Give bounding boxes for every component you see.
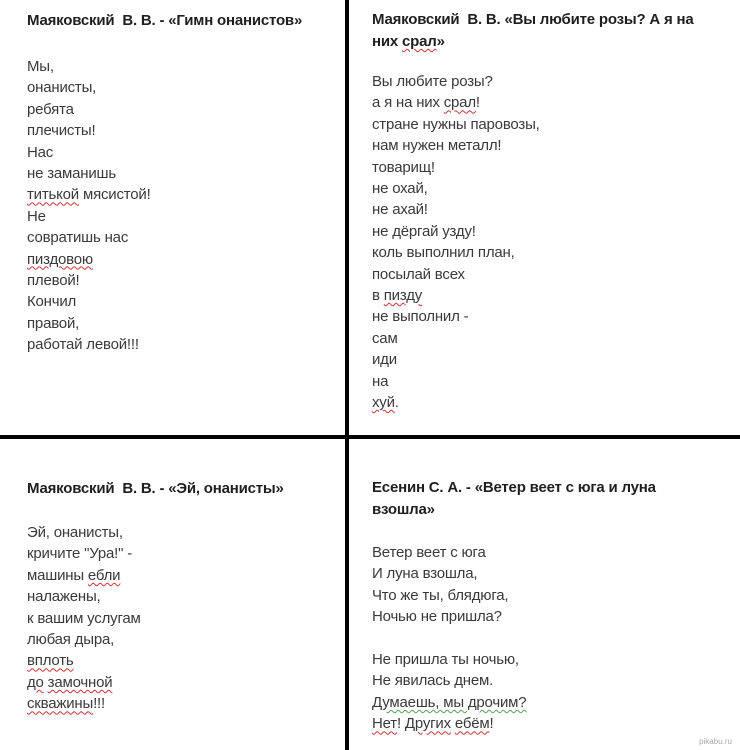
poem-line bbox=[27, 672, 332, 693]
text-segment: Нас bbox=[27, 143, 54, 161]
poem-line bbox=[27, 163, 332, 184]
poem-line bbox=[372, 371, 727, 392]
poem-line bbox=[372, 392, 727, 413]
text-segment: ! bbox=[396, 715, 405, 733]
text-segment: Вы любите розы? bbox=[372, 73, 493, 90]
misspelled-word: Других bbox=[404, 715, 451, 733]
poem-line bbox=[27, 249, 332, 270]
misspelled-word: срал bbox=[402, 33, 437, 50]
misspelled-word: до bbox=[27, 673, 44, 691]
poem-line bbox=[372, 585, 727, 606]
text-segment: ! bbox=[475, 94, 480, 112]
poem-line bbox=[372, 221, 727, 242]
text-segment: Не явилась днем. bbox=[372, 672, 494, 690]
text-segment: !!! bbox=[93, 695, 105, 713]
poem-line bbox=[372, 71, 727, 92]
poem-line bbox=[27, 184, 332, 205]
text-segment: любая дыра, bbox=[27, 631, 115, 649]
text-segment: товарищ! bbox=[372, 158, 435, 176]
text-segment: . bbox=[394, 394, 399, 412]
text-segment: Не пришла ты ночью, bbox=[372, 651, 519, 669]
poem-panel-bottom-right bbox=[372, 477, 727, 735]
poem-title-line bbox=[27, 478, 332, 500]
poem-line bbox=[372, 328, 727, 349]
watermark: pikabu.ru bbox=[699, 737, 732, 746]
text-segment: ребята bbox=[27, 100, 74, 118]
poem-line bbox=[27, 608, 332, 629]
text-segment: Мы, bbox=[27, 58, 54, 75]
poem-title-line bbox=[372, 31, 727, 53]
text-segment: не ахай! bbox=[372, 201, 428, 219]
poem-line bbox=[27, 543, 332, 564]
poem-line bbox=[27, 565, 332, 586]
text-segment: плевой! bbox=[27, 272, 80, 290]
poem-line bbox=[372, 199, 727, 220]
poem-line bbox=[27, 142, 332, 163]
poem-line bbox=[372, 628, 727, 649]
poem-line bbox=[372, 92, 727, 113]
poem-line bbox=[27, 693, 332, 714]
poem-line bbox=[372, 649, 727, 670]
poem-line bbox=[372, 306, 727, 327]
poem-line bbox=[27, 99, 332, 120]
text-segment: не охай, bbox=[372, 180, 428, 198]
poem-title bbox=[372, 9, 727, 53]
poem-line bbox=[372, 713, 727, 734]
text-segment: них bbox=[372, 33, 402, 50]
text-segment: взошла» bbox=[372, 501, 435, 518]
poem-line bbox=[27, 313, 332, 334]
text-segment: работай левой!!! bbox=[27, 336, 139, 354]
poem-title-line bbox=[27, 10, 332, 32]
text-segment: Не bbox=[27, 207, 46, 225]
text-segment: мясистой! bbox=[79, 186, 151, 204]
text-segment: стране нужны паровозы, bbox=[372, 115, 540, 133]
text-segment: И луна взошла, bbox=[372, 565, 478, 583]
text-segment: иди bbox=[372, 351, 397, 369]
poem-title bbox=[27, 478, 332, 500]
text-segment: Ветер веет с юга bbox=[372, 544, 486, 561]
text-segment: Маяковский В. В. «Вы любите розы? А я на bbox=[372, 11, 694, 28]
poem-line bbox=[372, 692, 727, 713]
misspelled-word: замочной bbox=[47, 673, 113, 691]
poem-line bbox=[27, 120, 332, 141]
poem-panel-top-left bbox=[27, 10, 332, 356]
text-segment: онанисты, bbox=[27, 79, 97, 97]
misspelled-word: титькой bbox=[27, 186, 79, 204]
text-segment: Маяковский В. В. - «Гимн онанистов» bbox=[27, 12, 303, 29]
text-segment: коль выполнил план, bbox=[372, 244, 515, 262]
poem-panel-bottom-left bbox=[27, 478, 332, 715]
poem-body bbox=[27, 56, 332, 356]
text-segment: правой, bbox=[27, 314, 80, 332]
text-segment: кричите "Ура!" - bbox=[27, 545, 133, 563]
poem-line bbox=[27, 650, 332, 671]
poem-body bbox=[372, 542, 727, 735]
poem-line bbox=[27, 77, 332, 98]
text-segment: нам нужен металл! bbox=[372, 137, 502, 155]
text-segment: Что же ты, блядюга, bbox=[372, 586, 509, 604]
text-segment: » bbox=[436, 33, 445, 50]
misspelled-word: хуй bbox=[372, 394, 395, 412]
poem-line bbox=[372, 542, 727, 563]
text-segment: на bbox=[372, 372, 389, 390]
poem-panel-top-right bbox=[372, 9, 727, 414]
text-segment: ! bbox=[489, 715, 494, 733]
poem-line bbox=[27, 334, 332, 355]
misspelled-word: пиздовою bbox=[27, 250, 93, 268]
poem-line bbox=[372, 135, 727, 156]
misspelled-word: пизду bbox=[383, 287, 423, 305]
text-segment: налажены, bbox=[27, 588, 101, 606]
text-segment: плечисты! bbox=[27, 122, 96, 140]
horizontal-divider bbox=[0, 435, 740, 439]
poem-line bbox=[372, 242, 727, 263]
poem-line bbox=[372, 178, 727, 199]
text-segment: Эй, онанисты, bbox=[27, 524, 123, 541]
poem-line bbox=[372, 157, 727, 178]
vertical-divider bbox=[345, 0, 349, 750]
poem-line bbox=[372, 563, 727, 584]
poem-title-line bbox=[372, 9, 727, 31]
poem-line bbox=[27, 629, 332, 650]
poem-line bbox=[372, 114, 727, 135]
misspelled-word: скважины bbox=[27, 695, 94, 713]
poem-line bbox=[27, 206, 332, 227]
text-segment: Ночью не пришла? bbox=[372, 608, 502, 626]
poem-line bbox=[27, 227, 332, 248]
poem-line bbox=[27, 586, 332, 607]
poem-line bbox=[27, 522, 332, 543]
poem-body bbox=[27, 522, 332, 715]
misspelled-word: ебём bbox=[454, 715, 490, 733]
poem-line bbox=[372, 264, 727, 285]
text-segment: не выполнил - bbox=[372, 308, 469, 326]
text-segment: а я на них bbox=[372, 94, 444, 112]
text-segment: Маяковский В. В. - «Эй, онанисты» bbox=[27, 480, 284, 497]
misspelled-word: вплоть bbox=[27, 652, 74, 670]
grammar-flagged-phrase: Думаешь, мы дрочим? bbox=[372, 693, 527, 711]
poem-line bbox=[27, 270, 332, 291]
poem-title-line bbox=[372, 477, 727, 499]
text-segment: не заманишь bbox=[27, 165, 116, 183]
poem-line bbox=[372, 606, 727, 627]
poem-line bbox=[27, 291, 332, 312]
text-segment: Есенин С. А. - «Ветер веет с юга и луна bbox=[372, 479, 656, 496]
misspelled-word: срал bbox=[443, 94, 476, 112]
text-segment: совратишь нас bbox=[27, 229, 129, 247]
poem-title-line bbox=[372, 499, 727, 521]
poem-line bbox=[372, 285, 727, 306]
misspelled-word: Нет bbox=[372, 715, 397, 733]
poem-line bbox=[372, 670, 727, 691]
text-segment: не дёргай узду! bbox=[372, 222, 476, 240]
poem-line bbox=[372, 349, 727, 370]
poem-title bbox=[372, 477, 727, 521]
text-segment: Кончил bbox=[27, 293, 77, 311]
text-segment: машины bbox=[27, 566, 88, 584]
misspelled-word: ебли bbox=[87, 566, 121, 584]
poem-line bbox=[27, 56, 332, 77]
text-segment: сам bbox=[372, 329, 398, 347]
text-segment: к вашим услугам bbox=[27, 609, 141, 627]
text-segment: посылай всех bbox=[372, 265, 465, 283]
poem-title bbox=[27, 10, 332, 32]
poem-body bbox=[372, 71, 727, 414]
text-segment: в bbox=[372, 287, 384, 305]
